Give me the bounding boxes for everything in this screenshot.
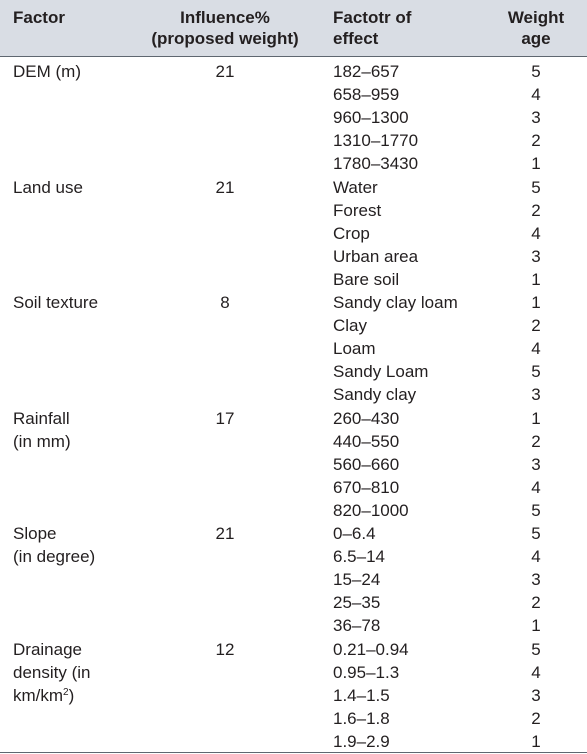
effect-value: Sandy clay loam: [333, 293, 458, 312]
factor-group: [0, 291, 587, 407]
table-row: [0, 360, 587, 383]
effect-value: 960–1300: [333, 108, 409, 128]
weight-value: 2: [531, 593, 541, 613]
factor-superscript: 2: [63, 686, 69, 698]
table-row: [0, 152, 587, 175]
table-row: [0, 129, 587, 152]
weight-value: 4: [531, 85, 541, 105]
table-row: [0, 568, 587, 591]
effect-value: 25–35: [333, 593, 381, 613]
table-row: [0, 291, 587, 314]
weight-value: 5: [531, 500, 541, 520]
weight-value: 2: [531, 131, 541, 151]
effect-value: Crop: [333, 223, 370, 243]
weight-value: 4: [531, 477, 541, 497]
effect-value: Loam: [333, 339, 376, 359]
table-row: [0, 222, 587, 245]
table-row: [0, 730, 587, 753]
bottom-rule: [0, 752, 587, 753]
effect-value: 1.6–1.8: [333, 708, 390, 728]
effect-value: 1.9–2.9: [333, 731, 390, 751]
weight-value: 2: [531, 708, 541, 728]
table-row: [0, 245, 587, 268]
table-header: [0, 0, 587, 57]
table-row: [0, 614, 587, 637]
weight-value: 3: [531, 246, 541, 266]
table-row: [0, 591, 587, 614]
weight-value: 4: [531, 662, 541, 682]
table-row: [0, 638, 587, 661]
factor-group: [0, 522, 587, 638]
table-row: [0, 60, 587, 83]
table-row: [0, 453, 587, 476]
effect-value: 0–6.4: [333, 524, 376, 543]
weight-value: 1: [531, 731, 541, 751]
effect-value: 820–1000: [333, 500, 409, 520]
effect-value: 1.4–1.5: [333, 685, 390, 705]
effect-value: 0.95–1.3: [333, 662, 400, 682]
factor-name-text: Drainage density (in km/km: [13, 639, 91, 705]
table-row: [0, 476, 587, 499]
factor-name-text: Land use: [13, 177, 83, 197]
effect-value: 658–959: [333, 85, 400, 105]
effect-value: Urban area: [333, 246, 419, 266]
weight-value: 4: [531, 547, 541, 567]
effect-rows: [0, 638, 587, 753]
weight-value: 2: [531, 200, 541, 220]
weight-value: 3: [531, 385, 541, 405]
weight-value: 3: [531, 454, 541, 474]
factor-group: [0, 638, 587, 754]
weight-value: 5: [531, 639, 541, 659]
table-row: [0, 383, 587, 406]
table-row: [0, 83, 587, 106]
table-row: [0, 314, 587, 337]
weight-value: 5: [531, 524, 541, 543]
effect-value: 1310–1770: [333, 131, 419, 151]
table-row: [0, 106, 587, 129]
influence-value: 17: [215, 408, 235, 428]
factor-group: [0, 60, 587, 176]
factor-group: [0, 176, 587, 292]
weight-value: 3: [531, 108, 541, 128]
weight-value: 5: [531, 177, 541, 197]
effect-value: 182–657: [333, 62, 400, 81]
effect-value: 560–660: [333, 454, 400, 474]
factor-group: [0, 407, 587, 523]
effect-value: Sandy clay: [333, 385, 417, 405]
table-row: [0, 176, 587, 199]
table-row: [0, 499, 587, 522]
effect-rows: [0, 407, 587, 522]
effect-value: 15–24: [333, 570, 381, 590]
table-row: [0, 337, 587, 360]
effect-value: Bare soil: [333, 269, 400, 289]
table-row: [0, 661, 587, 684]
influence-value: 21: [215, 177, 235, 197]
factor-name-text: DEM (m): [13, 62, 81, 81]
effect-value: Clay: [333, 316, 368, 336]
header-factor: Factor: [13, 8, 65, 27]
weight-value: 2: [531, 431, 541, 451]
effect-value: 6.5–14: [333, 547, 385, 567]
table-row: [0, 430, 587, 453]
factor-name-text: Soil texture: [13, 293, 99, 312]
weight-value: 1: [531, 154, 541, 174]
weight-value: 3: [531, 685, 541, 705]
weight-value: 1: [531, 293, 541, 312]
effect-value: 670–810: [333, 477, 400, 497]
effect-rows: [0, 522, 587, 637]
effect-rows: [0, 176, 587, 291]
influence-value: 8: [220, 293, 230, 312]
table-row: [0, 545, 587, 568]
effect-value: Forest: [333, 200, 382, 220]
weight-value: 1: [531, 408, 541, 428]
weight-value: 3: [531, 570, 541, 590]
influence-value: 21: [215, 62, 235, 81]
table-row: [0, 407, 587, 430]
effect-rows: [0, 291, 587, 406]
table-row: [0, 522, 587, 545]
table-row: [0, 199, 587, 222]
weight-value: 4: [531, 223, 541, 243]
influence-value: 21: [215, 524, 235, 543]
weight-value: 5: [531, 62, 541, 81]
effect-value: 440–550: [333, 431, 400, 451]
header-weight: Weight age: [507, 8, 565, 48]
table-row: [0, 707, 587, 730]
weight-value: 4: [531, 339, 541, 359]
factor-name-tail: ): [68, 685, 75, 705]
header-influence: Influence% (proposed weight): [151, 8, 299, 48]
effect-value: 0.21–0.94: [333, 639, 409, 659]
influence-value: 12: [215, 639, 235, 659]
factor-name-text: Rainfall (in mm): [13, 408, 71, 451]
factor-name-text: Slope (in degree): [13, 524, 96, 566]
effect-rows: [0, 60, 587, 175]
effect-value: Sandy Loam: [333, 362, 429, 382]
effect-value: Water: [333, 177, 378, 197]
table-row: [0, 684, 587, 707]
weight-value: 1: [531, 269, 541, 289]
effect-value: 36–78: [333, 616, 381, 636]
effect-value: 1780–3430: [333, 154, 419, 174]
weight-value: 1: [531, 616, 541, 636]
header-effect: Factotr of effect: [333, 8, 412, 48]
weight-value: 2: [531, 316, 541, 336]
table-row: [0, 268, 587, 291]
effect-value: 260–430: [333, 408, 400, 428]
weight-value: 5: [531, 362, 541, 382]
